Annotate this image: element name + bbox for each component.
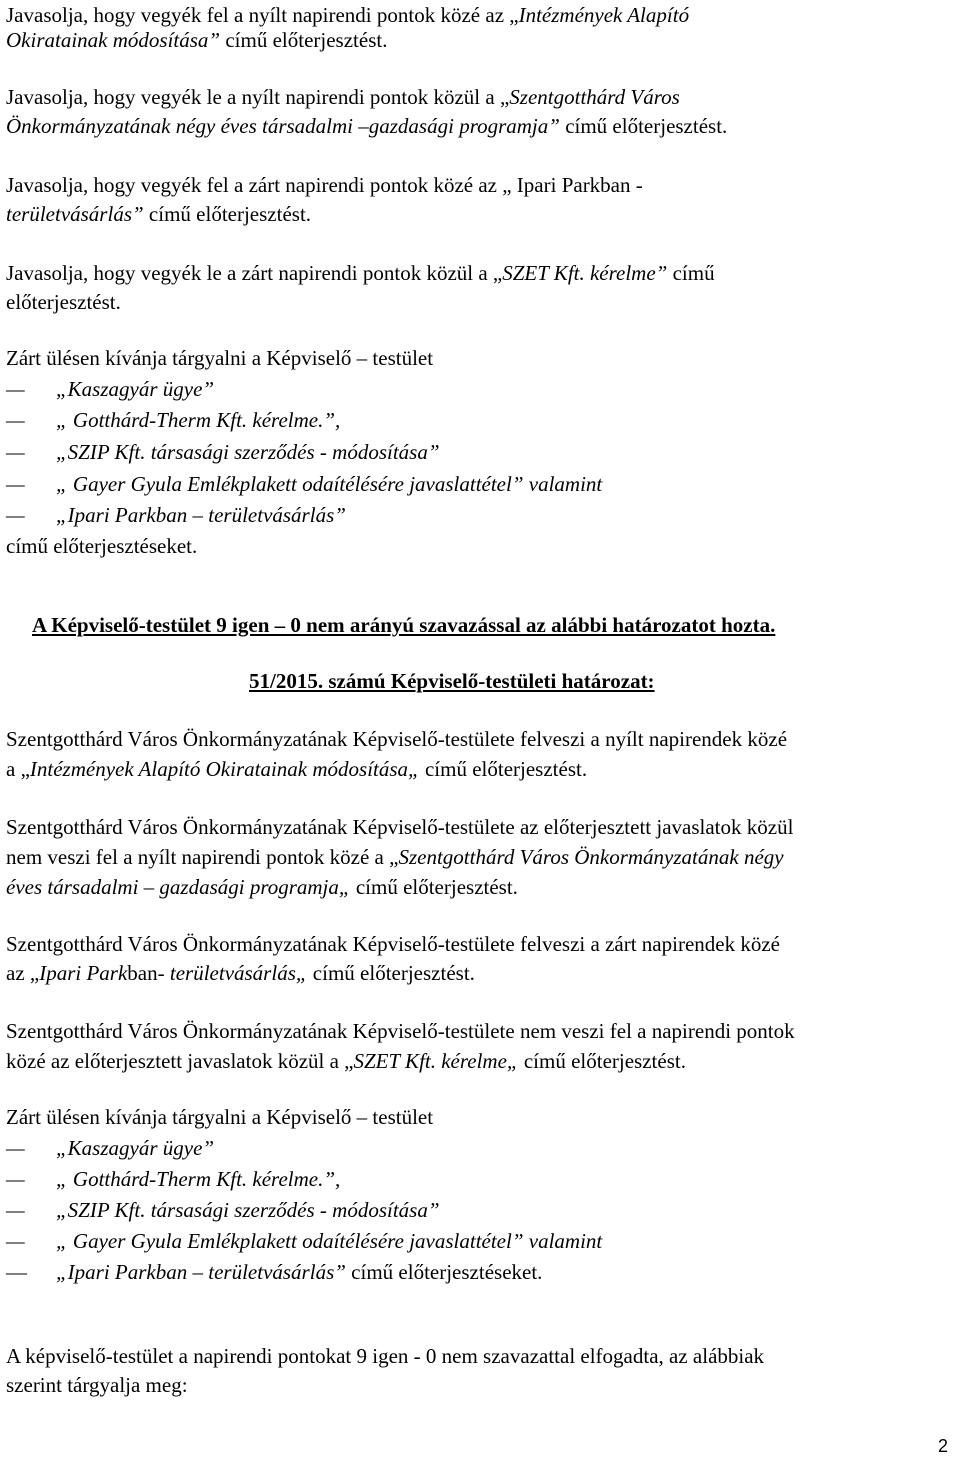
list2-item: — „Kaszagyár ügye”: [6, 1133, 956, 1163]
para1-line2: Okiratainak módosítása” című előterjesztést.: [6, 28, 388, 52]
list2-item: — „SZIP Kft. társasági szerződés - módosítása”: [6, 1195, 956, 1225]
para2-line1: Javasolja, hogy vegyék le a nyílt napirendi pontok közül a „Szentgotthárd Város: [6, 85, 680, 109]
res2-line3: éves társadalmi – gazdasági programja„ című előterjesztést.: [6, 875, 518, 899]
list1-item: — „ Gayer Gyula Emlékplakett odaítélésére javaslattétel” valamint: [6, 469, 956, 499]
para3-line2: területvásárlás” című előterjesztést.: [6, 202, 312, 226]
res3-line2: az „Ipari Parkban- területvásárlás„ című előterjesztést.: [6, 961, 475, 985]
list-dash: —: [6, 377, 25, 401]
res4-line1: Szentgotthárd Város Önkormányzatának Képviselő-testülete nem veszi fel a napirendi pontok: [6, 1019, 795, 1043]
list1-item: — „ Gotthárd-Therm Kft. kérelme.”,: [6, 405, 956, 435]
para4-line1: Javasolja, hogy vegyék le a zárt napirendi pontok közül a „SZET Kft. kérelme” című: [6, 261, 715, 285]
para4-line2: előterjesztést.: [6, 290, 121, 314]
resolution-title: 51/2015. számú Képviselő-testületi határozat:: [249, 669, 655, 693]
list2-item: — „ Gotthárd-Therm Kft. kérelme.”,: [6, 1164, 956, 1194]
list-dash: —: [6, 472, 25, 496]
list1-item: — „Ipari Parkban – területvásárlás”: [6, 500, 956, 530]
list2-item: — „ Gayer Gyula Emlékplakett odaítélésére javaslattétel” valamint: [6, 1226, 956, 1256]
list2-item: — „Ipari Parkban – területvásárlás” című előterjesztéseket.: [6, 1257, 956, 1287]
para3-line1: Javasolja, hogy vegyék fel a zárt napirendi pontok közé az „ Ipari Parkban -: [6, 173, 643, 197]
list-dash: —: [6, 440, 25, 464]
list-dash: —: [6, 1136, 25, 1160]
para1-line1: Javasolja, hogy vegyék fel a nyílt napirendi pontok közé az „Intézmények Alapító: [6, 3, 690, 27]
res2-line2: nem veszi fel a nyílt napirendi pontok közé a „Szentgotthárd Város Önkormányzatának négy: [6, 845, 784, 869]
res2-line1: Szentgotthárd Város Önkormányzatának Képviselő-testülete az előterjesztett javaslatok közül: [6, 815, 794, 839]
list-dash: —: [6, 1198, 25, 1222]
vote-heading: A Képviselő-testület 9 igen – 0 nem arányú szavazással az alábbi határozatot hozta.: [32, 613, 776, 637]
final-line1: A képviselő-testület a napirendi pontokat 9 igen - 0 nem szavazattal elfogadta, az alábbiak: [6, 1344, 765, 1368]
list1-outro: című előterjesztéseket.: [6, 534, 198, 558]
list-dash: —: [6, 1167, 25, 1191]
list-dash: —: [6, 408, 25, 432]
list-dash: —: [6, 1229, 25, 1253]
res1-line2: a „Intézmények Alapító Okiratainak módosítása„ című előterjesztést.: [6, 757, 588, 781]
para2-line2: Önkormányzatának négy éves társadalmi –gazdasági programja” című előterjesztést.: [6, 114, 728, 138]
list1-intro: Zárt ülésen kívánja tárgyalni a Képviselő – testület: [6, 346, 434, 370]
res1-line1: Szentgotthárd Város Önkormányzatának Képviselő-testülete felveszi a nyílt napirendek közé: [6, 727, 788, 751]
res4-line2: közé az előterjesztett javaslatok közül a „SZET Kft. kérelme„ című előterjesztést.: [6, 1049, 686, 1073]
res3-line1: Szentgotthárd Város Önkormányzatának Képviselő-testülete felveszi a zárt napirendek közé: [6, 932, 780, 956]
list2-intro: Zárt ülésen kívánja tárgyalni a Képviselő – testület: [6, 1105, 434, 1129]
list-dash: —: [6, 503, 25, 527]
list1-item: — „Kaszagyár ügye”: [6, 374, 956, 404]
list-dash: —: [6, 1260, 27, 1284]
final-line2: szerint tárgyalja meg:: [6, 1373, 188, 1397]
list1-item: — „SZIP Kft. társasági szerződés - módosítása”: [6, 437, 956, 467]
page-number: 2: [937, 1436, 948, 1456]
